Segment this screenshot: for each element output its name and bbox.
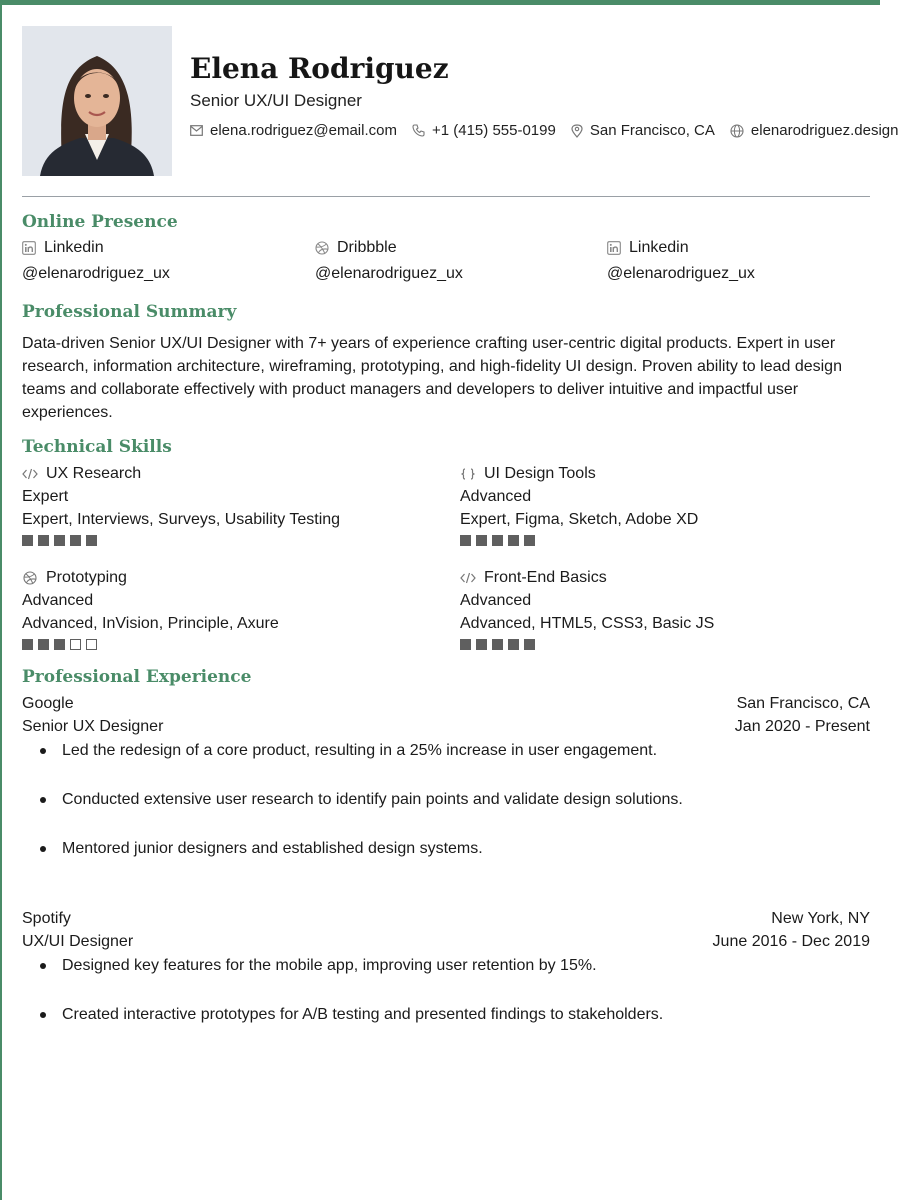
- skill-keywords: Advanced, HTML5, CSS3, Basic JS: [460, 615, 715, 632]
- skill-front-end-basics: [460, 566, 860, 650]
- header-divider: [22, 196, 870, 197]
- location-icon: [571, 124, 583, 138]
- rating-square-filled: [476, 535, 487, 546]
- job-company: Google: [22, 695, 74, 712]
- skill-level: Expert: [22, 488, 69, 505]
- profile-handle: @elenarodriguez_ux: [22, 265, 170, 282]
- rating-square-filled: [508, 535, 519, 546]
- skill-rating: [22, 535, 422, 546]
- section-title-online-presence: Online Presence: [22, 212, 178, 232]
- rating-square-filled: [22, 639, 33, 650]
- job-dates: Jan 2020 - Present: [734, 718, 870, 735]
- profile-handle: @elenarodriguez_ux: [315, 265, 463, 282]
- job-bullet: Designed key features for the mobile app, improving user retention by 15%.: [22, 953, 870, 1002]
- profile-network: Dribbble: [337, 239, 397, 256]
- rating-square-filled: [492, 639, 503, 650]
- rating-square-filled: [524, 535, 535, 546]
- skill-keywords: Expert, Interviews, Surveys, Usability Testing: [22, 511, 341, 528]
- job-location: New York, NY: [771, 910, 870, 927]
- skill-name: UX Research: [46, 465, 142, 482]
- profile-network: Linkedin: [629, 239, 689, 256]
- skill-prototyping: [22, 566, 422, 650]
- skill-rating: [460, 639, 860, 650]
- contact-location: [571, 122, 715, 139]
- location-text: San Francisco, CA: [589, 122, 715, 139]
- rating-square-filled: [70, 535, 81, 546]
- left-accent-bar: [0, 0, 2, 1200]
- resume-header: [22, 26, 899, 176]
- profile-handle: @elenarodriguez_ux: [607, 265, 755, 282]
- dribbble-icon: [315, 241, 329, 255]
- top-accent-bar: [0, 0, 880, 5]
- dribbble-icon: [22, 571, 38, 585]
- rating-square-filled: [476, 639, 487, 650]
- rating-square-filled: [460, 639, 471, 650]
- skill-level: Advanced: [460, 488, 532, 505]
- job-spotify: [22, 907, 870, 1051]
- job-role: UX/UI Designer: [22, 933, 134, 950]
- braces-icon: [460, 468, 476, 480]
- rating-square-filled: [492, 535, 503, 546]
- skill-level: Advanced: [460, 592, 532, 609]
- linkedin-icon: [22, 241, 36, 255]
- rating-square-filled: [86, 535, 97, 546]
- profile-linkedin[interactable]: [22, 237, 302, 287]
- profile-dribbble[interactable]: [315, 237, 595, 287]
- skill-ux-research: [22, 462, 422, 546]
- phone-icon: [412, 124, 425, 137]
- rating-square-empty: [70, 639, 81, 650]
- candidate-title: Senior UX/UI Designer: [190, 91, 362, 110]
- rating-square-filled: [38, 639, 49, 650]
- skill-level: Advanced: [22, 592, 94, 609]
- globe-icon: [730, 124, 744, 138]
- candidate-name: Elena Rodriguez: [190, 52, 449, 85]
- job-bullet: Conducted extensive user research to identify pain points and validate design solutions.: [22, 787, 870, 836]
- contact-website[interactable]: [730, 122, 899, 139]
- profile-linkedin-2[interactable]: [607, 237, 887, 287]
- rating-square-filled: [508, 639, 519, 650]
- section-title-skills: Technical Skills: [22, 437, 172, 457]
- job-location: San Francisco, CA: [736, 695, 870, 712]
- code-icon: [460, 572, 476, 584]
- contact-info: [190, 122, 899, 139]
- job-company: Spotify: [22, 910, 71, 927]
- rating-square-empty: [86, 639, 97, 650]
- skill-ui-design-tools: [460, 462, 860, 546]
- rating-square-filled: [54, 639, 65, 650]
- skill-keywords: Expert, Figma, Sketch, Adobe XD: [460, 511, 699, 528]
- rating-square-filled: [524, 639, 535, 650]
- job-bullet: Mentored junior designers and established design systems.: [22, 836, 870, 885]
- job-role: Senior UX Designer: [22, 718, 164, 735]
- job-bullets: [22, 953, 870, 1051]
- job-google: [22, 692, 870, 885]
- mail-icon: [190, 125, 203, 136]
- job-bullet: Led the redesign of a core product, resulting in a 25% increase in user engagement.: [22, 738, 870, 787]
- skill-rating: [22, 639, 422, 650]
- profile-network: Linkedin: [44, 239, 104, 256]
- section-title-summary: Professional Summary: [22, 302, 237, 322]
- rating-square-filled: [38, 535, 49, 546]
- phone-text: +1 (415) 555-0199: [431, 122, 556, 139]
- rating-square-filled: [54, 535, 65, 546]
- job-bullets: [22, 738, 870, 885]
- skill-keywords: Advanced, InVision, Principle, Axure: [22, 615, 279, 632]
- skill-name: Front-End Basics: [484, 569, 607, 586]
- skill-name: UI Design Tools: [484, 465, 596, 482]
- rating-square-filled: [22, 535, 33, 546]
- profile-photo: [22, 26, 172, 176]
- linkedin-icon: [607, 241, 621, 255]
- website-text: elenarodriguez.design: [750, 122, 899, 139]
- code-icon: [22, 468, 38, 480]
- job-bullet: Created interactive prototypes for A/B testing and presented findings to stakeholders.: [22, 1002, 870, 1051]
- email-text: elena.rodriguez@email.com: [210, 122, 397, 139]
- contact-email[interactable]: [190, 122, 397, 139]
- job-dates: June 2016 - Dec 2019: [712, 933, 870, 950]
- skill-rating: [460, 535, 860, 546]
- portrait-illustration: [22, 26, 172, 176]
- summary-text: Data-driven Senior UX/UI Designer with 7+ years of experience crafting user-centric digital products. Expert in user research, information architecture, wireframing, prototyping, and high-fidelity UI design. Proven ability to lead design teams and collaborate effectively with product managers and developers to deliver intuitive and impactful user experiences.: [22, 335, 842, 421]
- contact-phone[interactable]: [412, 122, 556, 139]
- rating-square-filled: [460, 535, 471, 546]
- skill-name: Prototyping: [46, 569, 127, 586]
- section-title-experience: Professional Experience: [22, 667, 252, 687]
